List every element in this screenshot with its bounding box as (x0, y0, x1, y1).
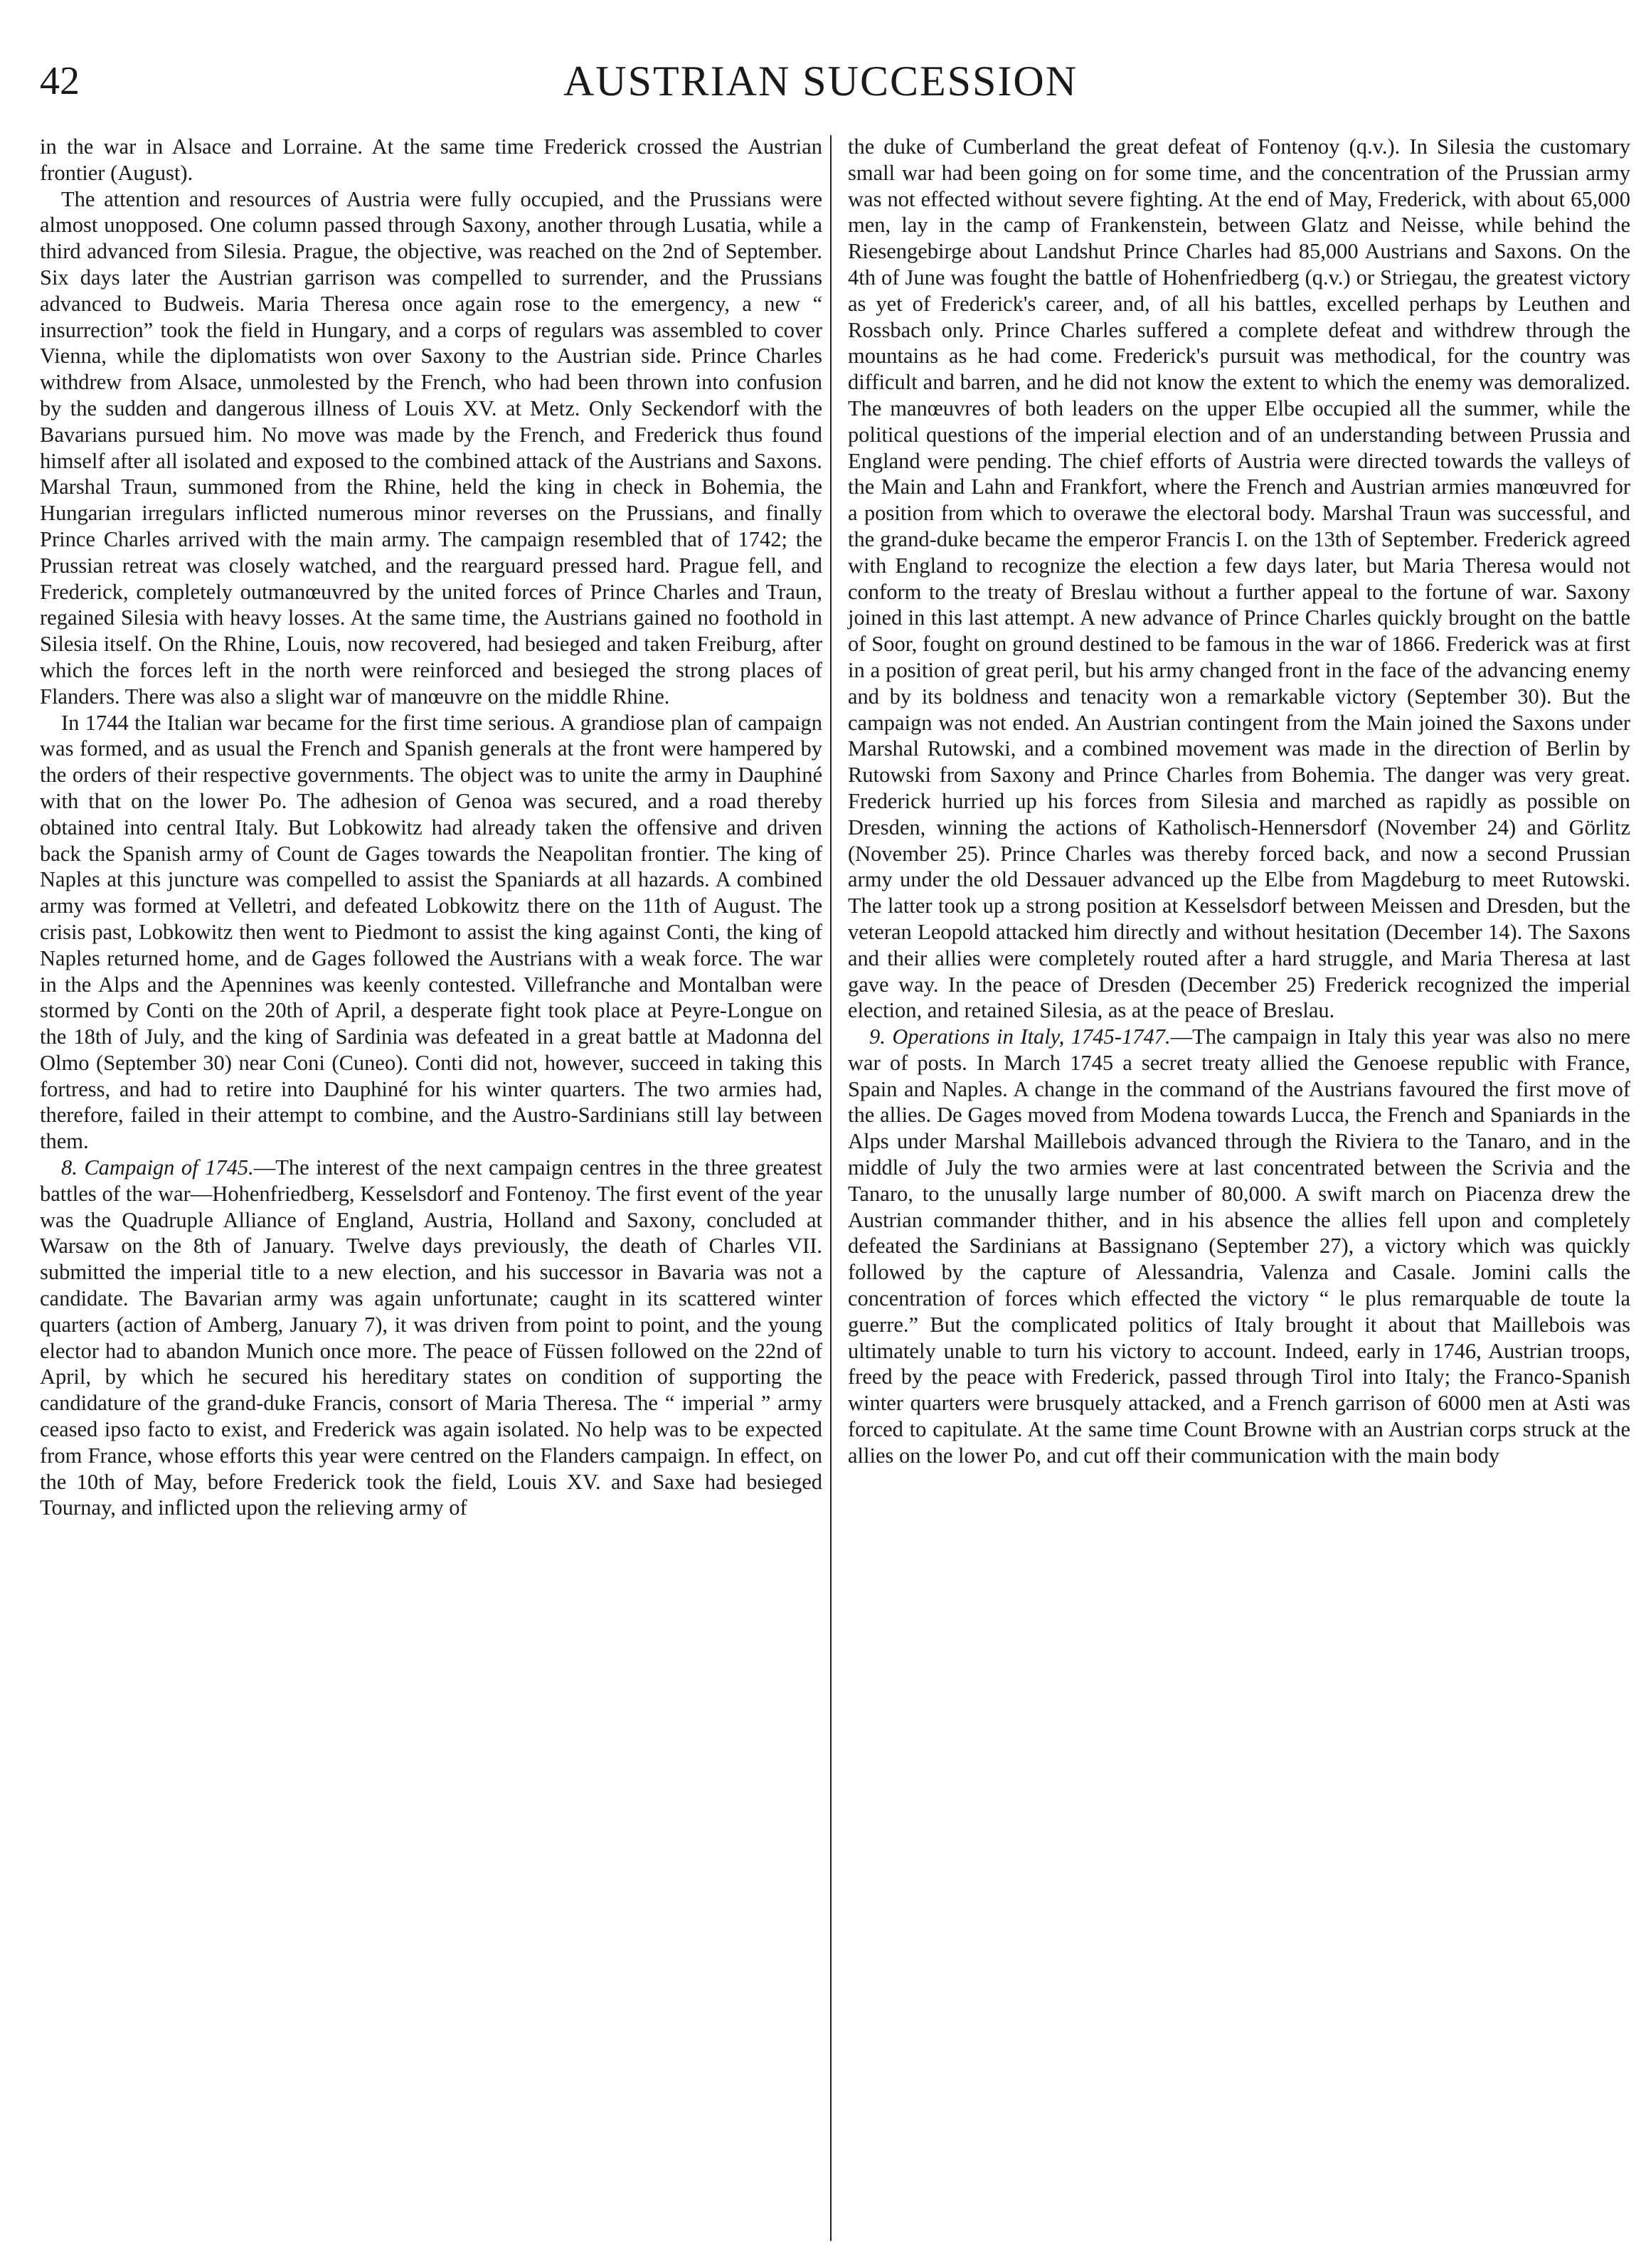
paragraph: The attention and resources of Austria were fully occupied, and the Prussians were almost unopposed. One column passed through Saxony, another through Lusatia, while a third advanced from Silesia. Prague, the objective, was reached on the 2nd of September. Six days later the Austrian garrison was compelled to surrender, and the Prussians advanced to Budweis. Maria Theresa once again rose to the emergency, a new “ insurrection” took the field in Hungary, and a corps of regulars was assembled to cover Vienna, while the diplomatists won over Saxony to the Austrian side. Prince Charles withdrew from Alsace, unmolested by the French, who had been thrown into confusion by the sudden and dangerous illness of Louis XV. at Metz. Only Seckendorf with the Bavarians pursued him. No move was made by the French, and Frederick thus found himself after all isolated and exposed to the combined attack of the Austrians and Saxons. Marshal Traun, summoned from the Rhine, held the king in check in Bohemia, the Hungarian irregulars inflicted numerous minor reverses on the Prussians, and finally Prince Charles arrived with the main army. The campaign resembled that of 1742; the Prussian retreat was closely watched, and the rearguard pressed hard. Prague fell, and Frederick, completely outmanœuvred by the united forces of Prince Charles and Traun, regained Silesia with heavy losses. At the same time, the Austrians gained no foothold in Silesia itself. On the Rhine, Louis, now recovered, had besieged and taken Freiburg, after which the forces left in the north were reinforced and besieged the strong places of Flanders. There was also a slight war of manœuvre on the middle Rhine. (40, 186, 822, 709)
column-divider (830, 135, 832, 2241)
page-number: 42 (40, 59, 80, 103)
paragraph (40, 1155, 822, 1521)
left-column (40, 134, 822, 1521)
right-column (848, 134, 1630, 1469)
paragraph: the duke of Cumberland the great defeat of Fontenoy (q.v.). In Silesia the customary small war had been going on for some time, and the concentration of the Prussian army was not effected without severe fighting. At the end of May, Frederick, with about 65,000 men, lay in the camp of Frankenstein, between Glatz and Neisse, while behind the Riesengebirge about Landshut Prince Charles had 85,000 Austrians and Saxons. On the 4th of June was fought the battle of Hohenfriedberg (q.v.) or Striegau, the greatest victory as yet of Frederick's career, and, of all his battles, excelled perhaps by Leuthen and Rossbach only. Prince Charles suffered a complete defeat and withdrew through the mountains as he had come. Frederick's pursuit was methodical, for the country was difficult and barren, and he did not know the extent to which the enemy was demoralized. The manœuvres of both leaders on the upper Elbe occupied all the summer, while the political questions of the imperial election and of an understanding between Prussia and England were pending. The chief efforts of Austria were directed towards the valleys of the Main and Lahn and Frankfort, where the French and Austrian armies manœuvred for a position from which to overawe the electoral body. Marshal Traun was successful, and the grand-duke became the emperor Francis I. on the 13th of September. Frederick agreed with England to recognize the election a few days later, but Maria Theresa would not conform to the treaty of Breslau without a further appeal to the fortune of war. Saxony joined in this last attempt. A new advance of Prince Charles quickly brought on the battle of Soor, fought on ground destined to be famous in the war of 1866. Frederick was at first in a position of great peril, but his army changed front in the face of the advancing enemy and by its boldness and tenacity won a remarkable victory (September 30). But the campaign was not ended. An Austrian contingent from the Main joined the Saxons under Marshal Rutowski, and a combined movement was made in the direction of Berlin by Rutowski from Saxony and Prince Charles from Bohemia. The danger was very great. Frederick hurried up his forces from Silesia and marched as rapidly as possible on Dresden, winning the actions of Katholisch-Hennersdorf (November 24) and Görlitz (November 25). Prince Charles was thereby forced back, and now a second Prussian army under the old Dessauer advanced up the Elbe from Magdeburg to meet Rutowski. The latter took up a strong position at Kesselsdorf between Meissen and Dresden, but the veteran Leopold attacked him directly and without hesitation (December 14). The Saxons and their allies were completely routed after a hard struggle, and Maria Theresa at last gave way. In the peace of Dresden (December 25) Frederick recognized the imperial election, and retained Silesia, as at the peace of Breslau. (848, 134, 1630, 1023)
paragraph-text: —The interest of the next campaign centres in the three greatest battles of the war—Hohenfriedberg, Kesselsdorf and Fontenoy. The first event of the year was the Quadruple Alliance of England, Austria, Holland and Saxony, concluded at Warsaw on the 8th of January. Twelve days previously, the death of Charles VII. submitted the imperial title to a new election, and his successor in Bavaria was not a candidate. The Bavarian army was again unfortunate; caught in its scattered winter quarters (action of Amberg, January 7), it was driven from point to point, and the young elector had to abandon Munich once more. The peace of Füssen followed on the 22nd of April, by which he secured his hereditary states on condition of supporting the candidature of the grand-duke Francis, consort of Maria Theresa. The “ imperial ” army ceased ipso facto to exist, and Frederick was again isolated. No help was to be expected from France, whose efforts this year were centred on the Flanders campaign. In effect, on the 10th of May, before Frederick took the field, Louis XV. and Saxe had besieged Tournay, and inflicted upon the relieving army of (40, 1155, 822, 1520)
paragraph: In 1744 the Italian war became for the first time serious. A grandiose plan of campaign was formed, and as usual the French and Spanish generals at the front were hampered by the orders of their respective governments. The object was to unite the army in Dauphiné with that on the lower Po. The adhesion of Genoa was secured, and a road thereby obtained into central Italy. But Lobkowitz had already taken the offensive and driven back the Spanish army of Count de Gages towards the Neapolitan frontier. The king of Naples at this juncture was compelled to assist the Spaniards at all hazards. A combined army was formed at Velletri, and defeated Lobkowitz there on the 11th of August. The crisis past, Lobkowitz then went to Piedmont to assist the king against Conti, the king of Naples returned home, and de Gages followed the Austrians with a weak force. The war in the Alps and the Apennines was keenly contested. Villefranche and Montalban were stormed by Conti on the 20th of April, a desperate fight took place at Peyre-Longue on the 18th of July, and the king of Sardinia was defeated in a great battle at Madonna del Olmo (September 30) near Coni (Cuneo). Conti did not, however, succeed in taking this fortress, and had to retire into Dauphiné for his winter quarters. The two armies had, therefore, failed in their attempt to combine, and the Austro-Sardinians still lay between them. (40, 710, 822, 1154)
section-heading: 9. Operations in Italy, 1745-1747. (869, 1024, 1171, 1049)
paragraph (848, 1024, 1630, 1469)
paragraph: in the war in Alsace and Lorraine. At the same time Frederick crossed the Austrian frontier (August). (40, 134, 822, 185)
paragraph-text: —The campaign in Italy this year was also no mere war of posts. In March 1745 a secret treaty allied the Genoese republic with France, Spain and Naples. A change in the command of the Austrians favoured the first move of the allies. De Gages moved from Modena towards Lucca, the French and Spaniards in the Alps under Marshal Maillebois advanced through the Riviera to the Tanaro, and in the middle of July the two armies were at last concentrated between the Scrivia and the Tanaro, to the unusally large number of 80,000. A swift march on Piacenza drew the Austrian commander thither, and in his absence the allies fell upon and completely defeated the Sardinians at Bassignano (September 27), a victory which was quickly followed by the capture of Alessandria, Valenza and Casale. Jomini calls the concentration of forces which effected the victory “ le plus remarquable de toute la guerre.” But the complicated politics of Italy brought it about that Maillebois was ultimately unable to turn his victory to account. Indeed, early in 1746, Austrian troops, freed by the peace with Frederick, passed through Tirol into Italy; the Franco-Spanish winter quarters were brusquely attacked, and a French garrison of 6000 men at Asti was forced to capitulate. At the same time Count Browne with an Austrian corps struck at the allies on the lower Po, and cut off their communication with the main body (848, 1024, 1630, 1468)
page-title: AUSTRIAN SUCCESSION (563, 58, 1078, 105)
section-heading: 8. Campaign of 1745. (61, 1155, 254, 1180)
